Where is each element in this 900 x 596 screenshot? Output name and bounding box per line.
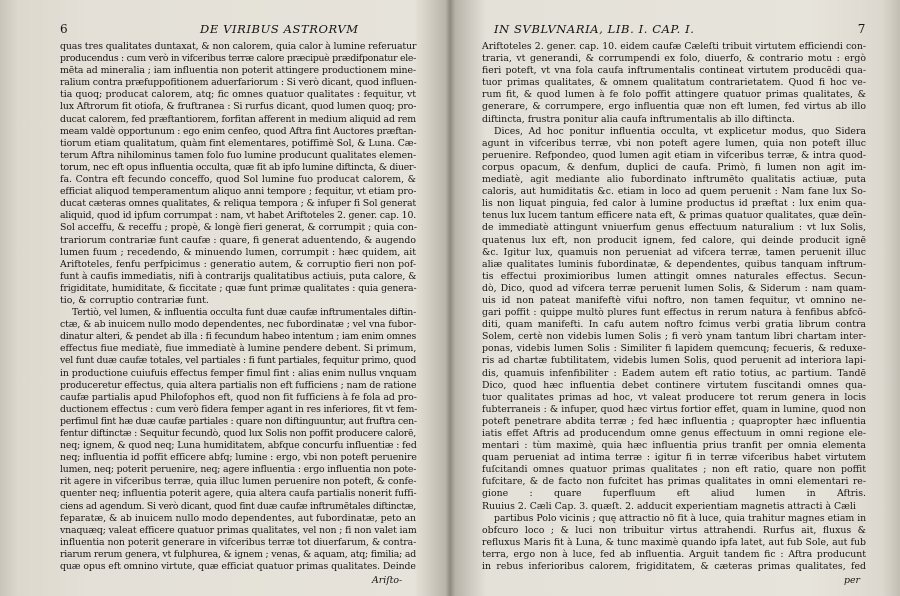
text-line: Tertiò, vel lumen, & influentia occulta funt duæ caufæ inftrumentales diftin- [72, 307, 416, 319]
text-line: lis non liquat pinguia, fed calor à lumine productus id præftat : lux enim qua- [482, 198, 866, 210]
text-line: caloris, aut humiditatis &c. etiam in loco ad quem peruenit : Nam fane lux So- [482, 186, 866, 198]
text-line: dò, Dico, quod ad vifcera terræ peruenit lumen Solis, & Siderum : nam quam- [482, 282, 866, 294]
text-line: meam valdè opportunum : ego enim cenfeo, quod Aftra fint Auctores præftan- [60, 125, 417, 137]
text-line: ponas, videbis lumen Solis : Similiter fi lapidem quemcunq; fecueris, & reduxe- [482, 343, 866, 355]
text-line: tuor qualitates primas ad hoc, vt valeat producere tot rerum genera in locis [482, 391, 866, 403]
text-line: quatenus lux eft, non producit ignem, fed calore, qui deinde producit ignē [482, 234, 866, 246]
text-line: lux Aftrorum fit otiofa, & fruftranea : Si rurfus dicant, quod lumen quoq; pro- [60, 101, 417, 113]
text-line: mēta ad mineralia ; iam influentia non poterit attingere productionem mine- [60, 65, 416, 77]
text-line: quenter neq; influentia poterit agere, quia altera caufa partialis nonerit fuffi- [60, 488, 417, 500]
text-line: lumen fuum ; recedendo, & minuendo lumen, corrumpit : hæc quidem, ait [60, 246, 416, 258]
text-line: rum fit, & quod lumen à fe folo poffit attingere quatuor primas qualitates, & [482, 89, 866, 101]
text-line: Dico, quod hæc influentia debet continere virtutem fuscitandi omnes qua- [482, 379, 866, 391]
text-line: perfimul fint hæ duæ caufæ partiales : quare non diftinguuntur, aut fruftra cen- [60, 415, 417, 427]
right-page-number: 7 [857, 22, 866, 36]
text-line: trariorum contrariæ funt caufæ : quare, fi generat aduentendo, & augendo [60, 234, 416, 246]
right-page-body [482, 41, 866, 573]
left-running-title: DE VIRIBUS ASTRORVM [200, 22, 359, 36]
text-line: fentur diftinctæ : Sequitur fecundò, quod lux Solis non poffit producere calorē, [60, 428, 416, 439]
text-line: dinatur alteri, & pendet ab illa : fi fecundum habeo intentum ; iam enim omnes [60, 331, 417, 343]
text-line: feparatæ, & ab inuicem nullo modo dependentes, aut fubordinatæ, peto an [60, 512, 417, 524]
text-line: corpus opacum, & denfum, duplici de caufa. Primò, fi lumen non agit im- [482, 161, 866, 173]
text-line: ris ad chartæ fubtilitatem, videbis lumen Solis, quod peruenit ad interiora lapi- [482, 355, 866, 367]
text-line: neq; influentia id poffit efficere abfq; lumine : ergo, vbi non poteft peruenire [60, 452, 417, 464]
text-line: quam perueniat ad intima terræ : igitur fi in terræ vifceribus habet virtutem [482, 452, 866, 464]
text-line: produceretur effectus, quia altera partialis non eft fufficiens ; nam de ratione [60, 379, 417, 391]
text-line: uis id non pateat manifeftè vifui noftro, non tamen fequitur, vt omnino ne- [482, 294, 866, 306]
text-line: Ariftoteles 2. gener. cap. 10. eidem caufæ Cæleſti tribuit virtutem efficiendi con- [482, 41, 866, 52]
text-line: neq; ignem, & quod neq; Luna humiditatem, abfque concurfu influentiæ : fed [60, 440, 417, 452]
text-line: Dices, Ad hoc ponitur influentia occulta, vt explicetur modus, quo Sidera [494, 125, 866, 137]
text-line: riarum rerum genera, vt fulphurea, & ignem ; venas, & aquam, atq; fimilia; ad [60, 548, 416, 560]
right-page [452, 0, 900, 596]
text-line: frigiditate, humiditate, & ficcitate ; quæ funt primæ qualitates : quia genera- [60, 282, 417, 294]
text-line: traria, vt generandi, & corrumpendi ex folo, diuerfo, & contrario motu : ergò [482, 53, 866, 65]
text-line: partibus Polo vicinis ; quę attractio nō fit à luce, quia trahitur magnes etiam in [494, 512, 867, 524]
text-line: ctæ, & ab inuicem nullo modo dependentes, nec fubordinatæ ; vel vna fubor- [60, 319, 417, 331]
text-line: tuor primas qualitates, & omnem qualitatum contrarietatem. Quod fi hoc ve- [482, 77, 866, 89]
text-line: ciens ad agendum. Si verò dicant, quod fint duæ caufæ inftrumētales diftinctæ, [60, 500, 416, 512]
right-catchword: per [844, 575, 860, 586]
text-line: efficiat aliquod temperamentum aliquo anni tempore ; fequitur, vt etiam pro- [60, 186, 417, 198]
text-line: fuſcitandi omnes quatuor primas qualitates ; non eft ratio, quare non poffit [482, 464, 866, 476]
text-line: Ariftoteles, fenfu perfpicimus : generatio autem, & corruptio fieri non pof- [60, 258, 416, 270]
text-line: gione : quare fuperfluum eft aliud lumen in Aftris. [482, 488, 866, 500]
text-line: agunt in vifceribus terræ, vbi non poteft agere lumen, quia non poteft illuc [482, 137, 866, 149]
text-line: Solem, certè non videbis lumen Solis ; fi verò ynam tantum libri chartam inter- [482, 331, 866, 343]
text-line: ducat cæteras omnes qualitates, & reliqua tempora ; & infuper fi Sol generat [60, 198, 416, 210]
text-line: ductionem effectus : cum verò fidera femper agant in res inferiores, fit vt fem- [60, 403, 418, 415]
text-line: diftincta, frustra ponitur alia caufa inftrumentalis ab illo diftincta. [482, 113, 795, 125]
text-line: Sol acceffu, & receffu ; propè, & longè fieri generat, & corrumpit ; quia con- [60, 222, 417, 234]
text-line: terra, ergo non à luce, fed ab influentia. Arguit tandem fic : Aftra producunt [482, 548, 866, 560]
text-line: diti, quam manifefti. In cafu autem noftro fcimus verbi gratia librum contra [482, 319, 866, 331]
text-line: terum Aftra nihilominus tamen folo fuo lumine producunt qualitates elemen- [60, 149, 417, 161]
text-line: ducat calorem, fed præftantiorem, forfitan afferent in medium aliquid ad rem [60, 113, 416, 125]
text-line: caufæ partialis apud Philofophos eft, quod non fit fufficiens à fe fola ad pro- [60, 391, 417, 403]
left-page-body [60, 41, 416, 573]
text-line: mediatè, agit mediante alio fubordinato inftrumēto qualitatis actiuæ, puta [482, 174, 866, 186]
right-running-title: IN SVBLVNARIA, LIB. I. CAP. I. [494, 22, 695, 36]
text-line: ralium contra præfuppofitionem aduerfariorum : Si verò dicant, quod influen- [60, 77, 417, 89]
text-line: Ruuius 2. Cæli Cap. 3. quæſt. 2. adducit experientiam magnetis attracti à Cæli [482, 500, 856, 512]
text-line: in rebus inferioribus calorem, frigiditatem, & cæteras primas qualitates, fed [482, 561, 866, 573]
text-line: mentari : tùm maximè, quia hæc influentia prius tranfit per omnia elementa [482, 440, 866, 452]
text-line: obfcuro loco ; & luci non tribuitur virtus attrahendi. Rurfus ait, fluxus & [482, 524, 866, 536]
text-line: generare, & corrumpere, ergo influentia quæ non eft lumen, fed virtus ab illo [482, 101, 866, 113]
text-line: producendus : cum verò in vifceribus terræ calore præcipuè prædifponatur ele- [60, 53, 416, 65]
text-line: fufcitare, & de facto non fufcitet has primas qualitates in omni elementari re- [482, 476, 866, 488]
left-page [0, 0, 448, 596]
text-line: quas tres qualitates duntaxat, & non calorem, quia calor à lumine referuatur [60, 41, 417, 52]
text-line: poteft penetrare abdita terræ ; fed hæc influentia ; quapropter hæc influentia [482, 415, 866, 427]
text-line: effectus fiue mediatè, fiue immediatè à lumine pendere debent. Si primum, [60, 343, 417, 355]
text-line: torum, nec eft opus influentia occulta, quæ fit ab ipfo lumine diftincta, & diuer- [60, 161, 417, 173]
text-line: fa. Contra eft fecundo conceffo, quod Sol lumine fuo producat calorem, & [60, 174, 416, 186]
text-line: peruenire. Refpondeo, quod lumen agit etiam in vifceribus terræ, & intra quod- [482, 149, 866, 161]
left-catchword: Ariſto- [372, 575, 403, 586]
text-line: lumen, neq; poterit peruenire, neq; agere influentia : ergo influentia non pote- [60, 464, 417, 476]
text-line: gari poffit : quippe multò plures funt effectus in rerum natura à fenfibus abfcō- [482, 307, 866, 319]
text-line: tis effectui proximioribus lumen attingit omnes naturales effectus. Secun- [482, 270, 866, 282]
text-line: funt à caufis immediatis, nifi à contrarijs qualitatibus actiuis, puta calore, & [60, 270, 417, 282]
text-line: de immediatè attingunt vniuerfum genus effectuum naturalium : vt lux Solis, [482, 222, 866, 234]
text-line: fubterraneis : & infuper, quod hæc virtus fortior effet, quam in lumine, quod non [482, 403, 866, 415]
text-line: tia quoq; producat calorem, atq; fic omnes quatuor qualitates : fequitur, vt [60, 89, 416, 101]
text-line: refluxus Maris fit à Luna, & tunc maximè quando ipfa latet, aut fub Sole, aut fub [482, 536, 866, 548]
text-line: vel funt duæ caufæ totales, vel partiales : fi funt partiales, fequitur primo, quod [60, 355, 417, 367]
left-page-number: 6 [60, 22, 69, 36]
text-line: iatis effet Aftris ad producendum omne genus effectuum in omni regione ele- [482, 428, 866, 439]
text-line: quæ opus eft omnino virtute, quæ efficiat quatuor primas qualitates. Deinde [60, 561, 416, 573]
text-line: tenus lux lucem tantum efficere nata eft, & primas quatuor qualitates, quæ deīn- [482, 210, 866, 222]
text-line: tio, & corruptio contrariæ funt. [60, 294, 209, 306]
text-line: vnaquæq; valeat efficere quatuor primas qualitates, vel non ; fi non valet iam [60, 524, 417, 536]
text-line: dis, quamuis infenfibiliter : Eadem autem eft ratio totius, ac partium. Tandē [482, 367, 866, 379]
text-line: aliæ qualitates luminis fubordinatæ, & dependentes, quibus tanquam inftrum- [482, 258, 866, 270]
text-line: aliquid, quod id ipfum corrumpat : nam, vt habet Ariftoteles 2. gener. cap. 10. [60, 210, 417, 222]
text-line: &c. Igitur lux, quamuis non perueniat ad vifcera terræ, tamen peruenit illuc [482, 246, 866, 258]
text-line: fieri poteft, vt vna fola caufa inftrumentalis contineat virtutem producēdi qua- [482, 65, 866, 77]
text-line: in productione cuiufuis effectus femper fimul fint : alias enim nullus vnquam [60, 367, 417, 379]
text-line: rit agere in vifceribus terræ, quia illuc lumen peruenire non poteft, & confe- [60, 476, 417, 488]
text-line: tiorum etiam qualitatum, quàm fint elementares, potiffimè Sol, & Luna. Cæ- [60, 137, 417, 149]
text-line: influentia non poterit generare in vifceribus terræ tot diuerfarum, & contra- [60, 536, 417, 548]
